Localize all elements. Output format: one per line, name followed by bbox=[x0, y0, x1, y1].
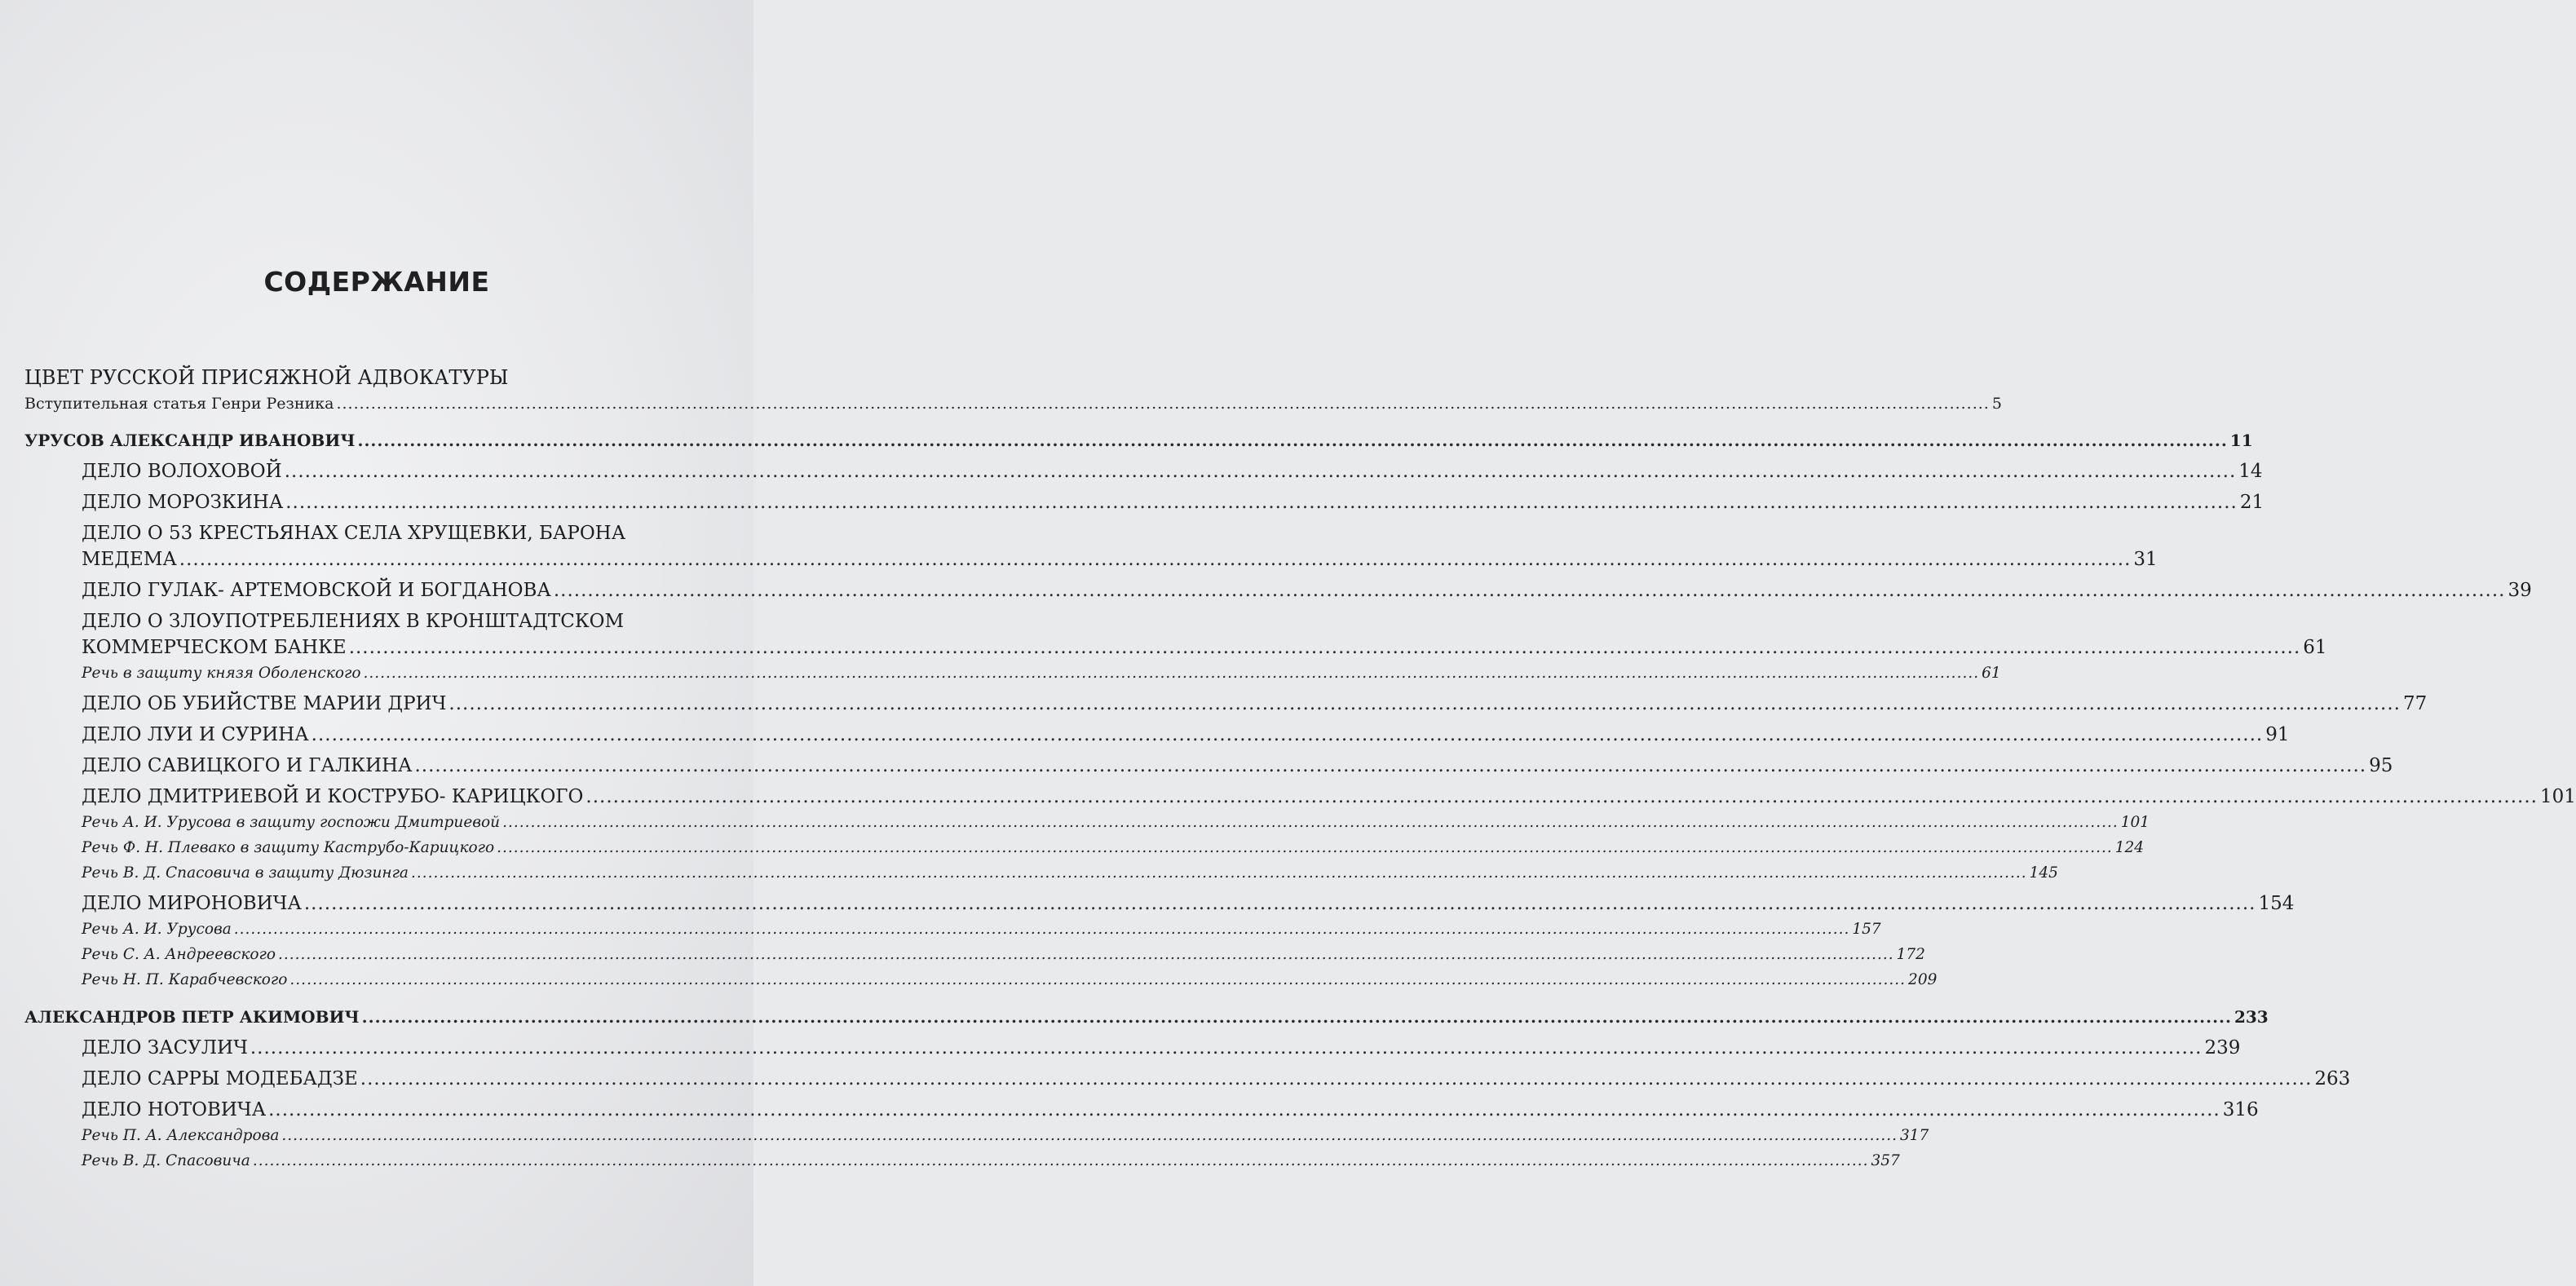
leader-dots bbox=[360, 1066, 2313, 1092]
toc-entry[interactable] bbox=[24, 1066, 2351, 1092]
leader-dots bbox=[234, 917, 1850, 942]
toc-speech[interactable] bbox=[24, 1148, 1900, 1173]
toc-speech[interactable] bbox=[24, 1123, 1929, 1148]
toc-speech-label: Речь В. Д. Спасовича bbox=[82, 1152, 250, 1169]
toc-entry-page: 154 bbox=[2258, 893, 2295, 914]
toc-entry-page: 39 bbox=[2508, 580, 2532, 601]
toc-entry-page: 21 bbox=[2239, 492, 2264, 513]
toc-entry-page: 357 bbox=[1871, 1152, 1900, 1169]
leader-dots bbox=[414, 753, 2366, 779]
toc-entry-label: ДЕЛО САВИЦКОГО И ГАЛКИНА bbox=[82, 755, 413, 776]
leader-dots bbox=[362, 1004, 2232, 1030]
toc-entry-page: 239 bbox=[2204, 1037, 2241, 1058]
leader-dots bbox=[289, 967, 1906, 992]
leader-dots bbox=[179, 546, 2132, 572]
leader-dots bbox=[554, 577, 2506, 603]
toc-entry-label: ДЕЛО МИРОНОВИЧА bbox=[82, 893, 302, 914]
leader-dots bbox=[278, 942, 1894, 967]
toc-entry[interactable] bbox=[24, 458, 2263, 484]
toc-entry-page: 209 bbox=[1908, 971, 1938, 988]
toc-speech[interactable] bbox=[24, 835, 2145, 860]
toc-entry[interactable] bbox=[24, 577, 2532, 603]
toc-speech-label: Речь П. А. Александрова bbox=[82, 1127, 280, 1144]
toc-entry-label: ДЕЛО ОБ УБИЙСТВЕ МАРИИ ДРИЧ bbox=[82, 693, 447, 714]
leader-dots bbox=[363, 661, 1979, 686]
toc-speech[interactable] bbox=[24, 810, 2150, 835]
toc-author-urusov[interactable] bbox=[24, 427, 2253, 453]
leader-dots bbox=[304, 890, 2256, 917]
toc-entry-label: ДЕЛО НОТОВИЧА bbox=[82, 1099, 267, 1120]
toc-entry-label: МЕДЕМА bbox=[82, 549, 177, 570]
toc-entry-page: 145 bbox=[2029, 864, 2058, 882]
leader-dots bbox=[250, 1035, 2203, 1061]
toc-entry-page: 233 bbox=[2234, 1007, 2269, 1027]
toc-entry-label: ДЕЛО ЛУИ И СУРИНА bbox=[82, 724, 309, 745]
toc-entry-page: 263 bbox=[2314, 1068, 2351, 1089]
page-title: СОДЕРЖАНИЕ bbox=[263, 266, 490, 298]
toc-entry[interactable] bbox=[24, 489, 2264, 515]
toc-entry-label: ДЕЛО ВОЛОХОВОЙ bbox=[82, 461, 282, 482]
toc-entry[interactable] bbox=[24, 753, 2393, 779]
toc-speech[interactable] bbox=[24, 661, 2001, 686]
toc-entry-page: 172 bbox=[1896, 946, 1925, 963]
toc-entry-page: 124 bbox=[2114, 839, 2145, 856]
toc-entry[interactable] bbox=[24, 890, 2295, 917]
toc-speech-label: Речь Н. П. Карабчевского bbox=[82, 971, 288, 988]
toc-entry-label: ДЕЛО ГУЛАК- АРТЕМОВСКОЙ И БОГДАНОВА bbox=[82, 580, 551, 601]
toc-speech-label: Речь С. А. Андреевского bbox=[82, 946, 276, 963]
toc-entry[interactable] bbox=[24, 784, 2576, 810]
toc-speech-label: Речь В. Д. Спасовича в защиту Дюзинга bbox=[82, 864, 409, 882]
leader-dots bbox=[285, 489, 2238, 515]
toc-entry-line1[interactable]: ДЕЛО О ЗЛОУПОТРЕБЛЕНИЯХ В КРОНШТАДТСКОМ bbox=[82, 611, 625, 632]
toc-speech-label: Речь А. И. Урусова bbox=[82, 921, 232, 938]
toc-entry[interactable] bbox=[24, 546, 2158, 572]
toc-entry-page: 5 bbox=[1991, 395, 2002, 413]
toc-entry-page: 101 bbox=[2539, 786, 2576, 807]
toc-entry-intro[interactable] bbox=[24, 391, 2002, 416]
toc-entry-label: Вступительная статья Генри Резника bbox=[24, 395, 334, 413]
toc-entry-page: 31 bbox=[2133, 549, 2158, 570]
toc-entry-page: 95 bbox=[2369, 755, 2393, 776]
toc-entry-page: 14 bbox=[2238, 461, 2263, 482]
toc-speech[interactable] bbox=[24, 860, 2058, 886]
leader-dots bbox=[253, 1148, 1869, 1173]
toc-speech[interactable] bbox=[24, 942, 1925, 967]
toc-speech[interactable] bbox=[24, 917, 1881, 942]
toc-entry-page: 317 bbox=[1900, 1127, 1929, 1144]
toc-entry-page: 157 bbox=[1852, 921, 1881, 938]
leader-dots bbox=[502, 810, 2119, 835]
leader-dots bbox=[281, 1123, 1898, 1148]
toc-entry[interactable] bbox=[24, 1097, 2259, 1123]
toc-entry[interactable] bbox=[24, 691, 2428, 717]
author-name: УРУСОВ АЛЕКСАНДР ИВАНОВИЧ bbox=[24, 431, 356, 450]
intro-title: ЦВЕТ РУССКОЙ ПРИСЯЖНОЙ АДВОКАТУРЫ bbox=[24, 366, 509, 389]
leader-dots bbox=[336, 391, 1989, 416]
leader-dots bbox=[285, 458, 2237, 484]
toc-speech[interactable] bbox=[24, 967, 1938, 992]
leader-dots bbox=[357, 427, 2227, 453]
toc-entry-page: 101 bbox=[2120, 814, 2150, 831]
toc-entry-page: 77 bbox=[2402, 693, 2428, 714]
leader-dots bbox=[448, 691, 2401, 717]
leader-dots bbox=[312, 722, 2264, 748]
toc-entry-label: ДЕЛО САРРЫ МОДЕБАДЗЕ bbox=[82, 1068, 358, 1089]
toc-speech-label: Речь Ф. Н. Плевако в защиту Каструбо-Карицкого bbox=[82, 839, 495, 856]
toc-entry-page: 316 bbox=[2222, 1099, 2259, 1120]
author-name: АЛЕКСАНДРОВ ПЕТР АКИМОВИЧ bbox=[24, 1007, 360, 1027]
toc-entry-page: 11 bbox=[2229, 431, 2253, 450]
toc-entry-label: ДЕЛО ЗАСУЛИЧ bbox=[82, 1037, 248, 1058]
toc-entry-line1[interactable]: ДЕЛО О 53 КРЕСТЬЯНАХ СЕЛА ХРУЩЕВКИ, БАРОНА bbox=[82, 523, 626, 544]
toc-entry[interactable] bbox=[24, 722, 2290, 748]
toc-entry-label: ДЕЛО МОРОЗКИНА bbox=[82, 492, 284, 513]
toc-entry[interactable] bbox=[24, 634, 2327, 661]
toc-entry-page: 91 bbox=[2265, 724, 2290, 745]
toc-speech-label: Речь А. И. Урусова в защиту госпожи Дмитриевой bbox=[82, 814, 501, 831]
toc-entry[interactable] bbox=[24, 1035, 2241, 1061]
leader-dots bbox=[497, 835, 2113, 860]
table-of-contents bbox=[24, 364, 2576, 1173]
toc-entry-label: ДЕЛО ДМИТРИЕВОЙ И КОСТРУБО- КАРИЦКОГО bbox=[82, 786, 584, 807]
leader-dots bbox=[411, 860, 2027, 886]
leader-dots bbox=[268, 1097, 2220, 1123]
leader-dots bbox=[349, 634, 2301, 661]
toc-speech-label: Речь в защиту князя Оболенского bbox=[82, 665, 361, 682]
toc-entry-page: 61 bbox=[1982, 665, 2001, 682]
leader-dots bbox=[585, 784, 2538, 810]
toc-author-aleksandrov[interactable] bbox=[24, 1004, 2269, 1030]
toc-entry-label: КОММЕРЧЕСКОМ БАНКЕ bbox=[82, 637, 347, 658]
toc-entry-page: 61 bbox=[2303, 637, 2327, 658]
